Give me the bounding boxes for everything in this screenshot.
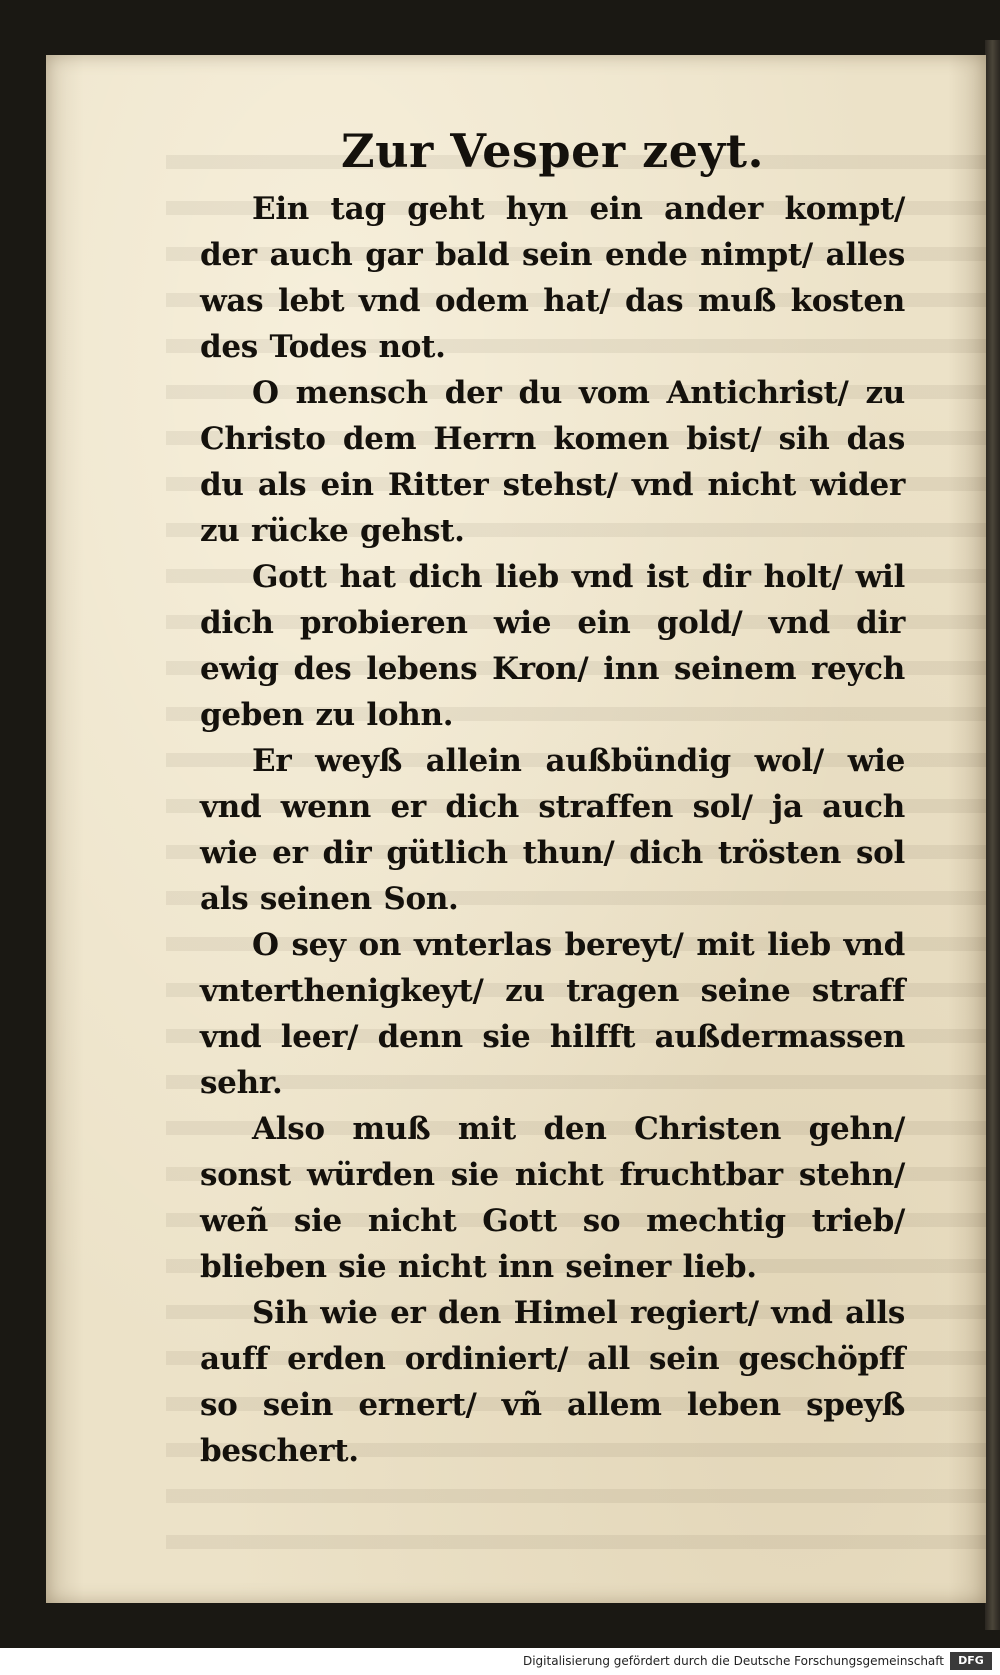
stanza-2: O mensch der du vom Antichrist/ zu Christo dem Herrn komen bist/ sih das du als ein Ritter stehst/ vnd nicht wider zu rücke gehst. (200, 375, 905, 549)
stanza-6: Also muß mit den Christen gehn/ sonst würden sie nicht fruchtbar stehn/ weñ sie nicht Gott so mechtig trieb/ blieben sie nicht inn seiner lieb. (200, 1111, 905, 1285)
footer-credit: Digitalisierung gefördert durch die Deutsche Forschungsgemeinschaft (522, 1654, 944, 1668)
page-text (200, 120, 905, 1474)
stanza-7: Sih wie er den Himel regiert/ vnd alls auff erden ordiniert/ all sein geschöpff so sein ernert/ vñ allem leben speyß beschert. (200, 1295, 905, 1469)
book-cover-edge (985, 40, 1000, 1630)
stanza-5: O sey on vnterlas bereyt/ mit lieb vnd vnterthenigkeyt/ zu tragen seine straff vnd leer/ denn sie hilfft außdermassen sehr. (200, 927, 905, 1101)
stanza-4: Er weyß allein außbündig wol/ wie vnd wenn er dich straffen sol/ ja auch wie er dir gütlich thun/ dich trösten sol als seinen Son. (200, 743, 905, 917)
stanza-3: Gott hat dich lieb vnd ist dir holt/ wil dich probieren wie ein gold/ vnd dir ewig des lebens Kron/ inn seinem reych geben zu lohn. (200, 559, 905, 733)
page-heading: Zur Vesper zeyt. (341, 124, 764, 178)
stanza-1: Ein tag geht hyn ein ander kompt/ der auch gar bald sein ende nimpt/ alles was lebt vnd odem hat/ das muß kosten des Todes not. (200, 191, 905, 365)
dfg-logo: DFG (950, 1652, 992, 1670)
footer-bar (0, 1648, 1000, 1675)
